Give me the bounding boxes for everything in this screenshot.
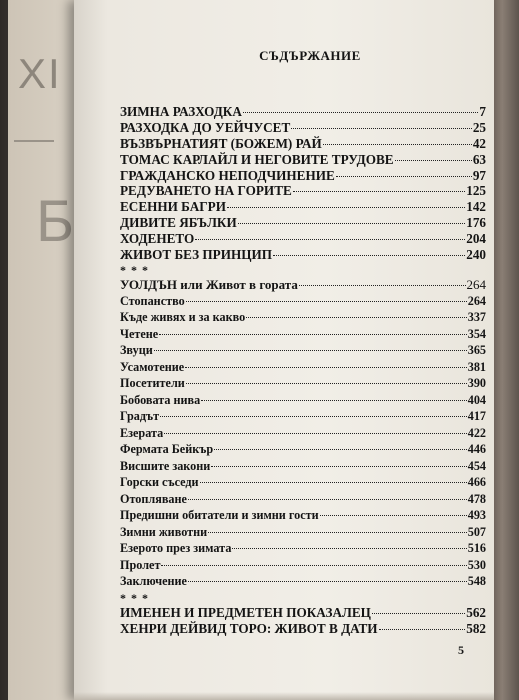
contents-entry (120, 152, 486, 168)
background-right (491, 0, 519, 700)
dot-leader (232, 548, 466, 549)
contents-entry (120, 558, 486, 575)
entry-label: Къде живях и за какво (120, 310, 246, 325)
contents-entry (120, 120, 486, 136)
dot-leader (211, 466, 466, 467)
entry-label: ХЕНРИ ДЕЙВИД ТОРО: ЖИВОТ В ДАТИ (120, 620, 378, 636)
dot-leader (246, 317, 466, 318)
entry-page-number: 446 (467, 442, 486, 457)
contents-entry (120, 409, 486, 426)
dot-leader (227, 207, 465, 208)
entry-page-number: 466 (467, 475, 486, 490)
entry-page-number: 142 (466, 199, 486, 215)
entry-page-number: 516 (467, 541, 486, 556)
entry-page-number: 404 (467, 392, 486, 407)
entry-label: Езерото през зимата (120, 541, 232, 556)
dot-leader (323, 144, 472, 145)
contents-entry (120, 310, 486, 327)
entry-label: Стопанство (120, 293, 185, 308)
entry-page-number: 582 (466, 620, 486, 636)
entry-page-number: 548 (467, 574, 486, 589)
entry-page-number: 530 (467, 557, 486, 572)
entry-label: ЖИВОТ БЕЗ ПРИНЦИП (120, 247, 272, 263)
entry-label: ЕСЕННИ БАГРИ (120, 199, 226, 215)
entry-label: Фермата Бейкър (120, 442, 214, 457)
dot-leader (201, 400, 466, 401)
entry-label: Усамотение (120, 359, 185, 374)
entry-page-number: 507 (467, 524, 486, 539)
entry-page-number: 176 (466, 215, 486, 231)
dot-leader (208, 532, 467, 533)
entry-page-number: 365 (467, 343, 486, 358)
entry-label: Висшите закони (120, 458, 211, 473)
dot-leader (185, 367, 467, 368)
entry-page-number: 417 (467, 409, 486, 424)
entry-label: Градът (120, 409, 160, 424)
underlying-page-rule (14, 140, 54, 142)
dot-leader (195, 239, 465, 240)
contents-entry (120, 199, 486, 215)
entry-label-caps: УОЛДЪН (120, 276, 178, 292)
contents-entry (120, 525, 486, 542)
entry-label: Зимни животни (120, 524, 208, 539)
contents-entry (120, 459, 486, 476)
contents-entry-walden (120, 277, 486, 294)
entry-label: ХОДЕНЕТО (120, 231, 195, 247)
entry-label: ЗИМНА РАЗХОДКА (120, 104, 242, 119)
entry-label: Предишни обитатели и зимни гости (120, 508, 319, 523)
contents-entry (120, 215, 486, 231)
dot-leader (293, 191, 465, 192)
entry-page-number: 264 (467, 293, 486, 308)
book-page (74, 0, 494, 700)
dot-leader (291, 128, 472, 129)
page-bottom-edge (74, 692, 494, 700)
entry-label: ТОМАС КАРЛАЙЛ И НЕГОВИТЕ ТРУДОВЕ (120, 151, 394, 167)
contents-entry (120, 360, 486, 377)
contents-entry (120, 621, 486, 637)
dot-leader (188, 499, 467, 500)
contents-section-walden-chapters (120, 294, 486, 591)
dot-leader (299, 285, 466, 286)
dot-leader (161, 565, 466, 566)
contents-entry (120, 168, 486, 184)
entry-page-number: 264 (466, 276, 486, 292)
entry-label: Заключение (120, 574, 187, 589)
contents-entry (120, 475, 486, 492)
dot-leader (154, 350, 467, 351)
contents-entry (120, 231, 486, 247)
page-number: 5 (458, 643, 464, 657)
entry-page-number: 125 (466, 183, 486, 199)
dot-leader (188, 581, 467, 582)
section-separator: * * * (120, 262, 149, 277)
contents-section-appendix (120, 605, 486, 637)
entry-page-number: 454 (467, 458, 486, 473)
entry-label (120, 277, 298, 293)
contents-entry (120, 343, 486, 360)
underlying-page-letter: Б (36, 189, 75, 254)
dot-leader (336, 176, 472, 177)
dot-leader (200, 482, 467, 483)
entry-page-number: 422 (467, 425, 486, 440)
entry-label: Пролет (120, 557, 161, 572)
dot-leader (379, 629, 466, 630)
dot-leader (395, 160, 472, 161)
contents-entry (120, 605, 486, 621)
dot-leader (243, 112, 479, 113)
entry-page-number: 240 (466, 247, 486, 263)
contents-section-essays (120, 104, 486, 263)
dot-leader (372, 613, 465, 614)
dot-leader (160, 416, 467, 417)
contents-entry (120, 327, 486, 344)
entry-page-number: 381 (467, 359, 486, 374)
underlying-page-letters: ХI (18, 50, 62, 97)
contents-entry (120, 136, 486, 152)
entry-page-number: 97 (472, 167, 486, 183)
contents-entry (120, 104, 486, 120)
contents-entry (120, 442, 486, 459)
dot-leader (320, 515, 467, 516)
entry-label: Четене (120, 326, 159, 341)
entry-label: Бобовата нива (120, 392, 201, 407)
contents-entry (120, 492, 486, 509)
entry-page-number: 562 (466, 604, 486, 620)
contents-entry (120, 574, 486, 591)
contents-entry (120, 376, 486, 393)
section-separator-2: * * * (120, 590, 149, 605)
dot-leader (164, 433, 466, 434)
entry-page-number: 63 (472, 151, 486, 167)
entry-page-number: 42 (472, 135, 486, 151)
entry-page-number: 493 (467, 508, 486, 523)
dot-leader (186, 301, 467, 302)
entry-page-number: 7 (479, 104, 486, 119)
entry-label: Отопляване (120, 491, 187, 506)
entry-label: ВЪЗВЪРНАТИЯТ (БОЖЕМ) РАЙ (120, 135, 322, 151)
entry-label: Звуци (120, 343, 153, 358)
dot-leader (186, 383, 467, 384)
entry-label: Езерата (120, 425, 164, 440)
entry-page-number: 390 (467, 376, 486, 391)
entry-label-rest: или Живот в гората (177, 276, 298, 292)
entry-page-number: 337 (467, 310, 486, 325)
contents-entry (120, 247, 486, 263)
contents-entry (120, 294, 486, 311)
entry-label: ДИВИТЕ ЯБЪЛКИ (120, 215, 237, 231)
entry-label: Посетители (120, 376, 185, 391)
entry-label: ИМЕНЕН И ПРЕДМЕТЕН ПОКАЗАЛЕЦ (120, 604, 371, 620)
page-title: СЪДЪРЖАНИЕ (259, 48, 361, 63)
contents-entry (120, 393, 486, 410)
contents-entry (120, 426, 486, 443)
entry-page-number: 354 (467, 326, 486, 341)
contents-entry (120, 508, 486, 525)
entry-label: Горски съседи (120, 475, 199, 490)
entry-label: ГРАЖДАНСКО НЕПОДЧИНЕНИЕ (120, 167, 335, 183)
entry-label: РЕДУВАНЕТО НА ГОРИТЕ (120, 183, 292, 199)
table-of-contents (120, 48, 486, 637)
entry-page-number: 204 (466, 231, 486, 247)
contents-entry (120, 541, 486, 558)
dot-leader (214, 449, 467, 450)
entry-page-number: 478 (467, 491, 486, 506)
dot-leader (159, 334, 467, 335)
dot-leader (273, 255, 465, 256)
entry-page-number: 25 (472, 119, 486, 135)
entry-label: РАЗХОДКА ДО УЕЙЧУСЕТ (120, 119, 291, 135)
contents-entry (120, 183, 486, 199)
dot-leader (238, 223, 465, 224)
